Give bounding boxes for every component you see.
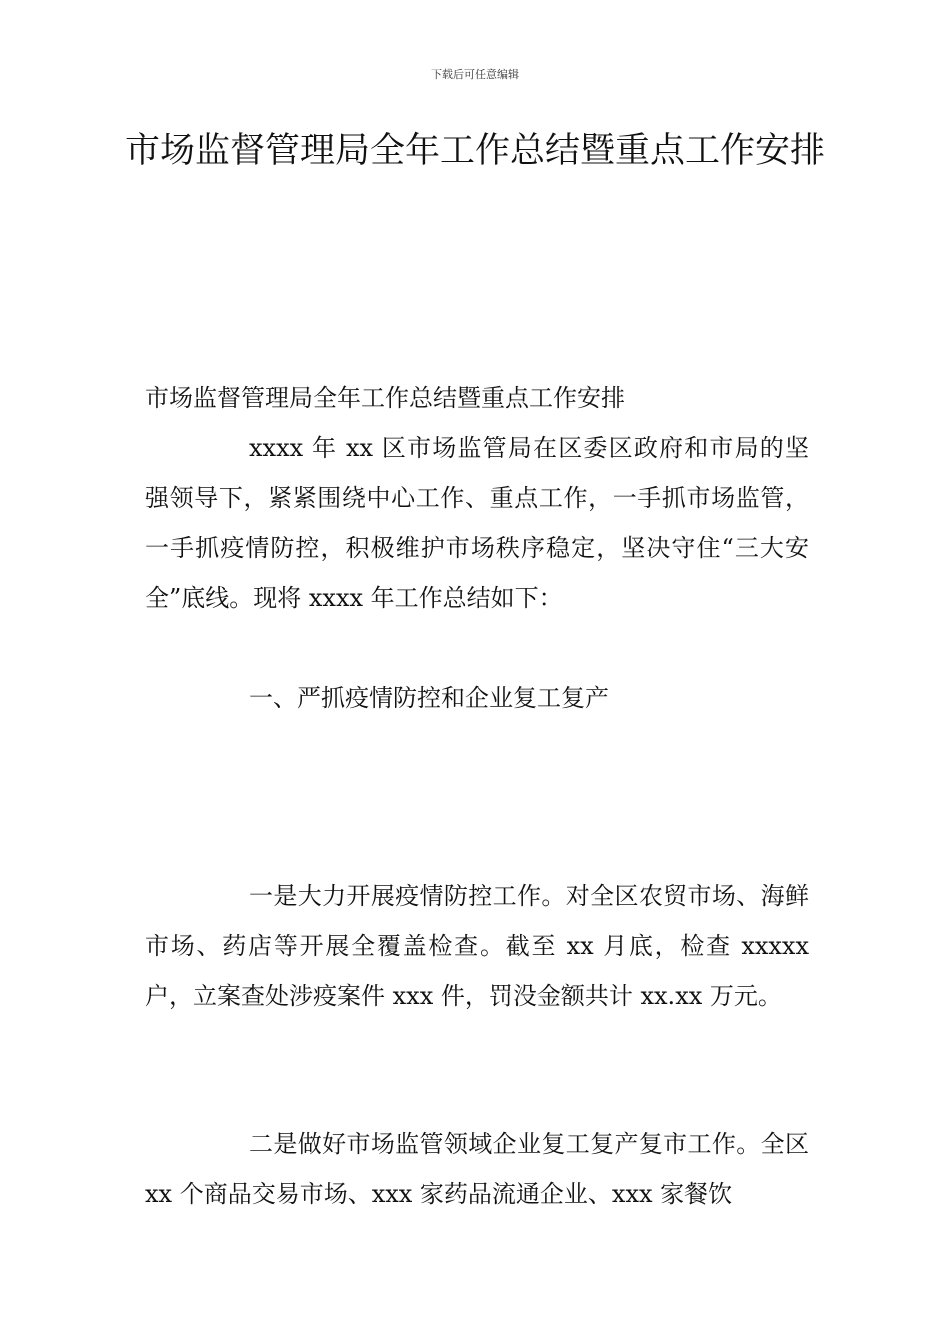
paragraph-2: 二是做好市场监管领域企业复工复产复市工作。全区 xx 个商品交易市场、xxx 家药品流通企业、xxx 家餐饮 <box>145 1130 809 1208</box>
intro-paragraph: xxxx 年 xx 区市场监管局在区委区政府和市局的坚强领导下，紧紧围绕中心工作、重点工作，一手抓市场监管，一手抓疫情防控，积极维护市场秩序稳定，坚决守住“三大安全”底线。现将 xxxx 年工作总结如下： <box>145 434 809 612</box>
section-heading-1: 一、严抓疫情防控和企业复工复产 <box>249 684 609 712</box>
paragraph-1: 一是大力开展疫情防控工作。对全区农贸市场、海鲜市场、药店等开展全覆盖检查。截至 xx 月底，检查 xxxxx 户，立案查处涉疫案件 xxx 件，罚没金额共计 xx.xx 万元。 <box>145 882 809 1010</box>
document-title: 市场监督管理局全年工作总结暨重点工作安排 <box>124 131 825 171</box>
page-header-note: 下载后可任意编辑 <box>431 68 519 81</box>
document-subtitle-line: 市场监督管理局全年工作总结暨重点工作安排 <box>145 384 625 412</box>
